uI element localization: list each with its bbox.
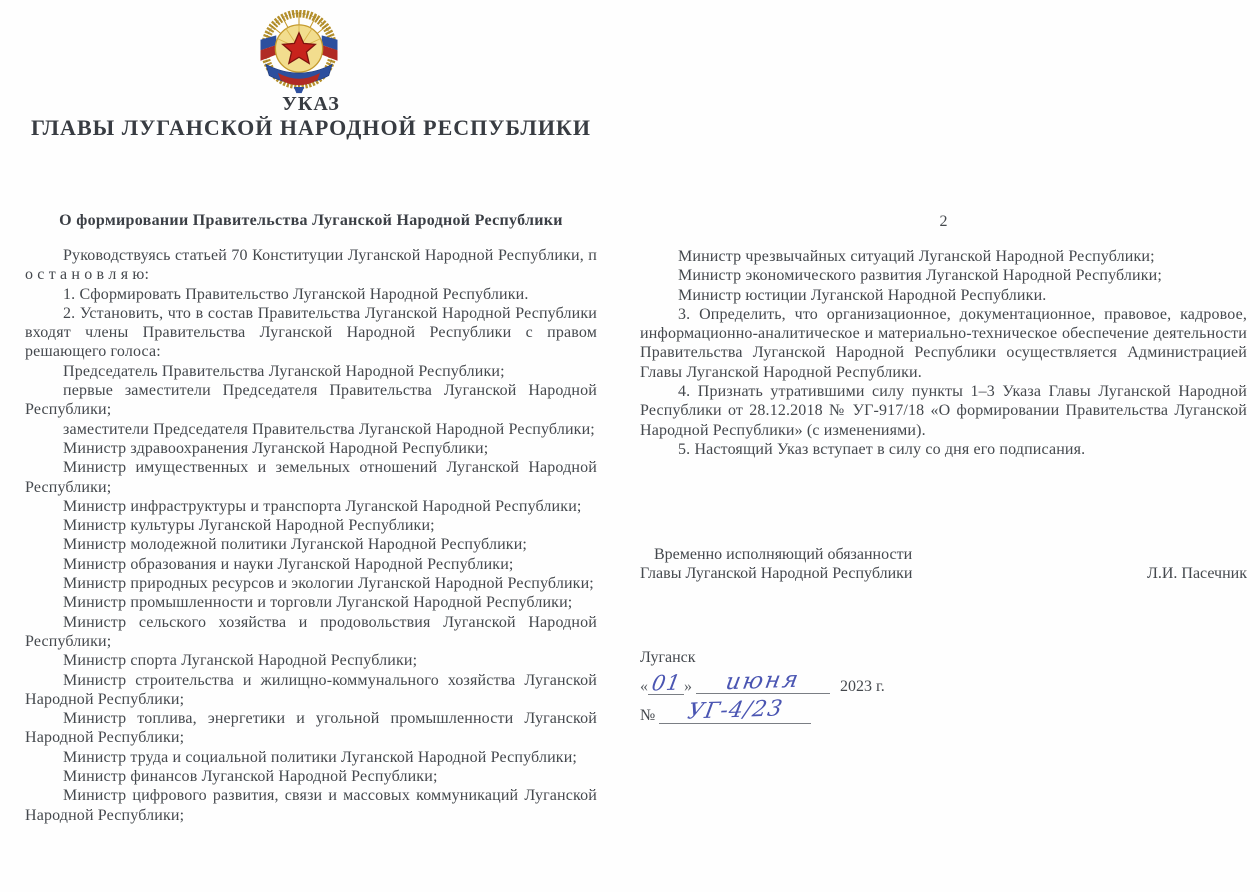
page-number: 2: [939, 213, 948, 230]
paragraph: 5. Настоящий Указ вступает в силу со дня его подписания.: [678, 440, 1086, 458]
open-quote: «: [640, 678, 648, 696]
paragraph: Министр имущественных и земельных отношений Луганской Народной Республики;: [25, 459, 597, 496]
paragraph: Министр строительства и жилищно-коммунального хозяйства Луганской Народной Республики;: [25, 671, 597, 708]
page1-body: [25, 246, 597, 825]
number-blank: [659, 695, 811, 725]
lnr-coat-of-arms-icon: [253, 10, 345, 94]
paragraph: 2. Установить, что в состав Правительства Луганской Народной Республики входят члены Правительства Луганской Народной Республики с правом решающего голоса:: [25, 304, 597, 361]
paragraph: Председатель Правительства Луганской Народной Республики;: [63, 362, 505, 380]
paragraph: Министр экономического развития Луганской Народной Республики;: [678, 267, 1162, 285]
handwritten-day: 01: [649, 670, 683, 696]
issuance-year: 2023 г.: [840, 678, 885, 696]
issuance-number-row: [640, 695, 1060, 725]
date-day-blank: [648, 670, 684, 696]
paragraph: Руководствуясь статьей 70 Конституции Луганской Народной Республики, п о с т а н о в л я ю:: [25, 247, 597, 284]
signatory-name: Л.И. Пасечник: [1146, 565, 1247, 583]
paragraph: Министр промышленности и торговли Луганской Народной Республики;: [63, 594, 573, 612]
issuance-block: [640, 648, 1060, 725]
handwritten-month: июня: [723, 667, 803, 696]
paragraph: Министр труда и социальной политики Луганской Народной Республики;: [63, 748, 578, 766]
paragraph: Министр чрезвычайных ситуаций Луганской Народной Республики;: [678, 248, 1155, 265]
signature-block: [640, 545, 1247, 584]
decree-authority-heading: ГЛАВЫ ЛУГАНСКОЙ НАРОДНОЙ РЕСПУБЛИКИ: [30, 115, 591, 140]
paragraph: 4. Признать утратившими силу пункты 1–3 Указа Главы Луганской Народной Республики от 28.12.2018 № УГ-917/18 «О формировании Правительства Луганской Народной Республики» (с изменениями).: [640, 383, 1247, 439]
page2-body: [640, 247, 1247, 459]
paragraph: Министр сельского хозяйства и продовольствия Луганской Народной Республики;: [25, 613, 597, 650]
issuance-city: Луганск: [640, 649, 696, 666]
paragraph: 3. Определить, что организационное, документационное, правовое, кадровое, информационно-аналитическое и материально-техническое обеспечение деятельности Правительства Луганской Народной Республики осуществляется Администрацией Главы Луганской Народной Республики.: [640, 305, 1247, 381]
paragraph: Министр здравоохранения Луганской Народной Республики;: [63, 439, 489, 457]
paragraph: заместители Председателя Правительства Луганской Народной Республики;: [63, 420, 595, 438]
paragraph: Министр культуры Луганской Народной Республики;: [63, 517, 435, 535]
decree-page-2: [630, 0, 1260, 892]
handwritten-number: УГ-4/23: [685, 695, 786, 725]
paragraph: Министр топлива, энергетики и угольной промышленности Луганской Народной Республики;: [25, 710, 597, 747]
paragraph: первые заместители Председателя Правительства Луганской Народной Республики;: [25, 382, 597, 419]
paragraph: Министр инфраструктуры и транспорта Луганской Народной Республики;: [63, 497, 582, 515]
decree-title: О формировании Правительства Луганской Народной Республики: [59, 212, 563, 229]
date-month-blank: [696, 667, 830, 696]
paragraph: 1. Сформировать Правительство Луганской Народной Республики.: [63, 285, 529, 303]
paragraph: Министр цифрового развития, связи и массовых коммуникаций Луганской Народной Республики;: [25, 787, 597, 824]
signatory-role-line1: Временно исполняющий обязанности: [654, 546, 913, 563]
paragraph: Министр юстиции Луганской Народной Республики.: [678, 286, 1047, 304]
paragraph: Министр образования и науки Луганской Народной Республики;: [63, 555, 514, 573]
issuance-date-row: [640, 667, 1060, 696]
paragraph: Министр финансов Луганской Народной Республики;: [63, 768, 438, 786]
signatory-role-line2: Главы Луганской Народной Республики: [640, 565, 913, 583]
decree-type-heading: УКАЗ: [282, 93, 340, 115]
number-sign: №: [640, 706, 656, 724]
paragraph: Министр молодежной политики Луганской Народной Республики;: [63, 536, 528, 554]
paragraph: Министр природных ресурсов и экологии Луганской Народной Республики;: [63, 575, 594, 593]
close-quote: »: [684, 678, 692, 696]
paragraph: Министр спорта Луганской Народной Республики;: [63, 652, 418, 670]
